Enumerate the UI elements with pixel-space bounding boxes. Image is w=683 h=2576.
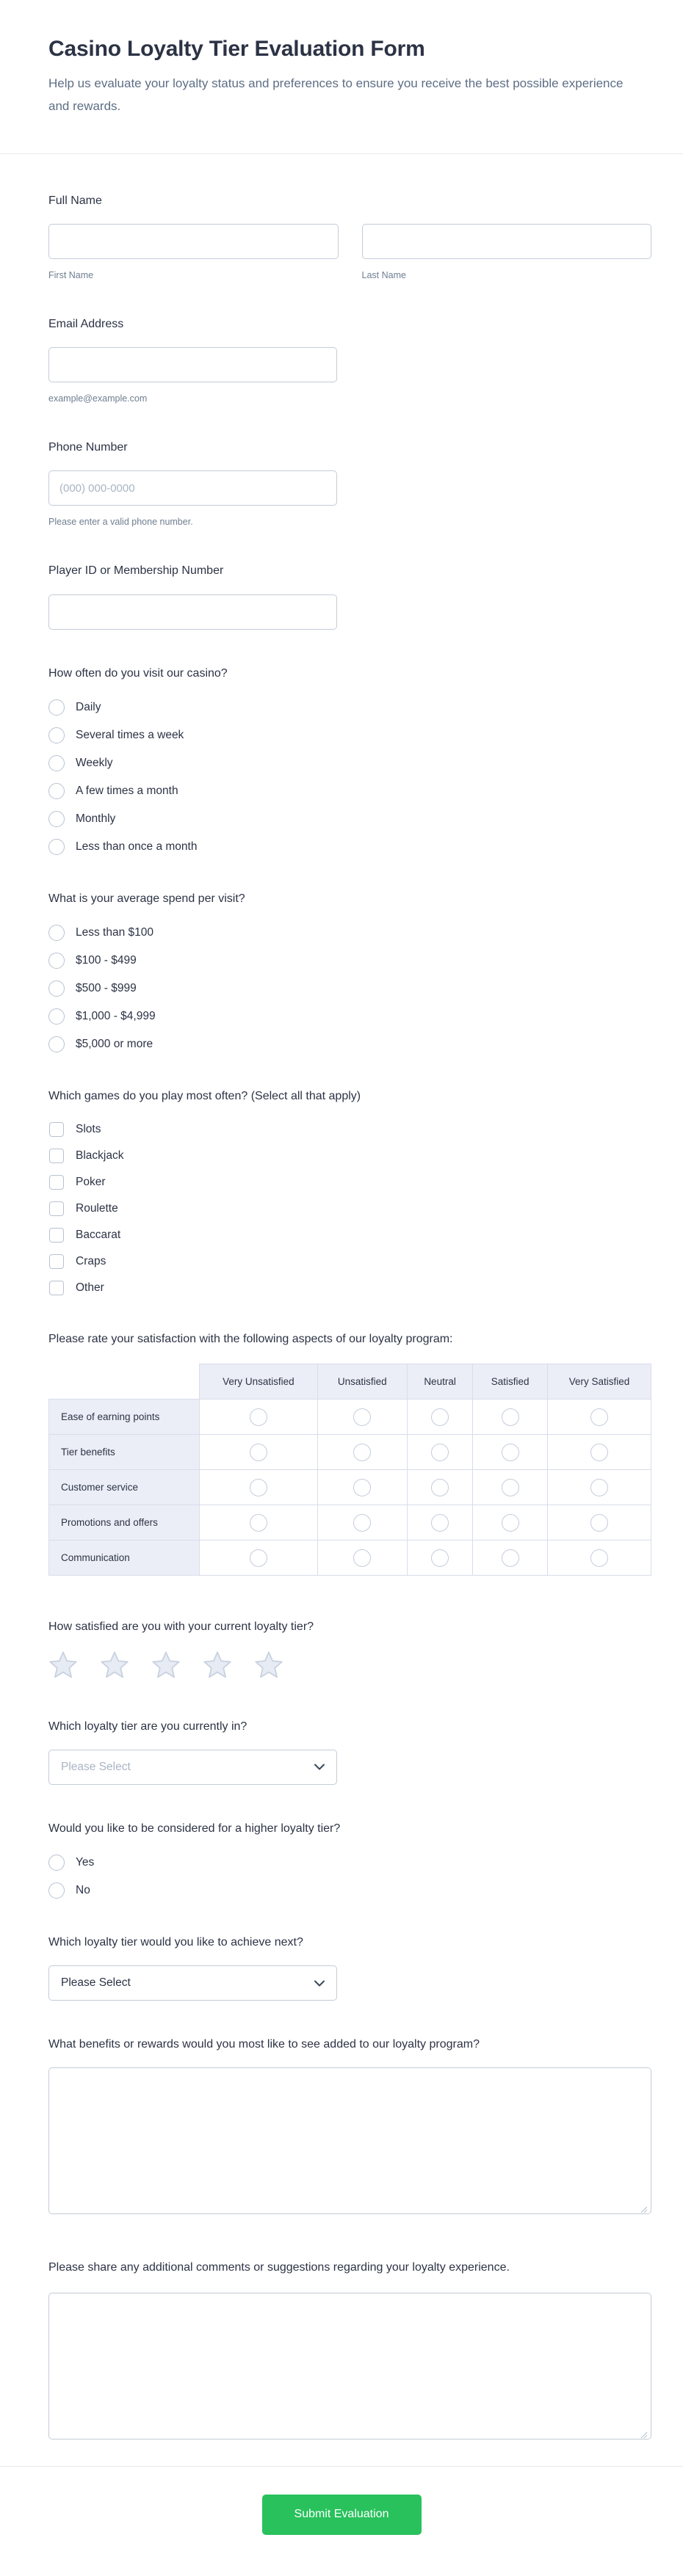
checkbox-icon[interactable] bbox=[49, 1122, 64, 1137]
radio-option[interactable] bbox=[48, 980, 651, 997]
matrix-radio-icon[interactable] bbox=[250, 1479, 267, 1496]
benefits-label: What benefits or rewards would you most like to see added to our loyalty program? bbox=[48, 2038, 480, 2051]
full-name-field bbox=[48, 192, 651, 280]
current-tier-select[interactable] bbox=[48, 1750, 337, 1785]
matrix-cell[interactable] bbox=[407, 1435, 472, 1470]
matrix-radio-icon[interactable] bbox=[590, 1514, 608, 1532]
name-inputs-row bbox=[48, 224, 651, 280]
matrix-radio-icon[interactable] bbox=[502, 1408, 519, 1426]
matrix-cell[interactable] bbox=[317, 1470, 407, 1505]
phone-input[interactable] bbox=[48, 470, 337, 506]
checkbox-option[interactable] bbox=[48, 1254, 651, 1269]
matrix-cell[interactable] bbox=[473, 1540, 548, 1576]
matrix-radio-icon[interactable] bbox=[502, 1444, 519, 1461]
radio-icon[interactable] bbox=[48, 1855, 65, 1871]
star-icon[interactable] bbox=[151, 1651, 181, 1678]
matrix-column-header: Neutral bbox=[407, 1364, 472, 1400]
higher-tier-label: Would you like to be considered for a higher loyalty tier? bbox=[48, 1822, 341, 1835]
submit-row bbox=[0, 2495, 683, 2573]
option-label: Slots bbox=[76, 1123, 101, 1136]
radio-icon[interactable] bbox=[48, 727, 65, 743]
radio-option[interactable] bbox=[48, 925, 651, 941]
matrix-cell[interactable] bbox=[407, 1540, 472, 1576]
option-label: $5,000 or more bbox=[76, 1038, 153, 1050]
benefits-field bbox=[48, 2036, 651, 2218]
option-label: Less than once a month bbox=[76, 840, 198, 853]
form-fields bbox=[0, 154, 683, 2443]
satisfaction-matrix-label: Please rate your satisfaction with the following aspects of our loyalty program: bbox=[48, 1333, 453, 1346]
radio-icon[interactable] bbox=[48, 811, 65, 827]
radio-option[interactable] bbox=[48, 1882, 651, 1899]
current-tier-field bbox=[48, 1718, 651, 1785]
chevron-down-icon bbox=[314, 1980, 325, 1987]
checkbox-option[interactable] bbox=[48, 1175, 651, 1190]
checkbox-option[interactable] bbox=[48, 1228, 651, 1242]
full-name-label: Full Name bbox=[48, 194, 102, 207]
comments-textarea[interactable] bbox=[48, 2293, 651, 2439]
matrix-row-label: Tier benefits bbox=[49, 1435, 200, 1470]
matrix-cell[interactable] bbox=[473, 1400, 548, 1435]
checkbox-option[interactable] bbox=[48, 1122, 651, 1137]
matrix-radio-icon[interactable] bbox=[353, 1408, 371, 1426]
matrix-radio-icon[interactable] bbox=[431, 1408, 449, 1426]
comments-textarea-wrap bbox=[48, 2293, 651, 2443]
matrix-radio-icon[interactable] bbox=[502, 1514, 519, 1532]
matrix-radio-icon[interactable] bbox=[431, 1479, 449, 1496]
higher-tier-options bbox=[48, 1855, 651, 1899]
matrix-row-label: Customer service bbox=[49, 1470, 200, 1505]
matrix-column-header: Very Satisfied bbox=[547, 1364, 651, 1400]
matrix-cell[interactable] bbox=[547, 1505, 651, 1540]
option-label: Several times a week bbox=[76, 728, 184, 741]
option-label: $500 - $999 bbox=[76, 982, 137, 994]
email-sublabel: example@example.com bbox=[48, 393, 148, 404]
page-subtitle: Help us evaluate your loyalty status and preferences to ensure you receive the best possible experience and rewards. bbox=[48, 76, 624, 114]
matrix-cell[interactable] bbox=[317, 1540, 407, 1576]
radio-option[interactable] bbox=[48, 783, 651, 799]
matrix-radio-icon[interactable] bbox=[353, 1514, 371, 1532]
games-field bbox=[48, 1088, 651, 1295]
matrix-row bbox=[49, 1470, 651, 1505]
matrix-cell[interactable] bbox=[407, 1470, 472, 1505]
chevron-down-icon bbox=[314, 1764, 325, 1770]
matrix-radio-icon[interactable] bbox=[431, 1549, 449, 1567]
star-rating bbox=[48, 1651, 651, 1678]
satisfaction-matrix-field bbox=[48, 1331, 651, 1576]
matrix-cell[interactable] bbox=[547, 1540, 651, 1576]
star-icon[interactable] bbox=[100, 1651, 129, 1678]
matrix-radio-icon[interactable] bbox=[250, 1549, 267, 1567]
matrix-cell[interactable] bbox=[473, 1435, 548, 1470]
matrix-cell[interactable] bbox=[200, 1435, 318, 1470]
option-label: Less than $100 bbox=[76, 926, 154, 939]
phone-sublabel: Please enter a valid phone number. bbox=[48, 517, 193, 528]
matrix-radio-icon[interactable] bbox=[250, 1514, 267, 1532]
option-label: No bbox=[76, 1883, 90, 1896]
games-options bbox=[48, 1122, 651, 1295]
radio-icon[interactable] bbox=[48, 755, 65, 771]
matrix-cell[interactable] bbox=[317, 1505, 407, 1540]
email-label: Email Address bbox=[48, 318, 124, 331]
matrix-radio-icon[interactable] bbox=[353, 1444, 371, 1461]
matrix-row bbox=[49, 1400, 651, 1435]
last-name-col bbox=[362, 224, 652, 280]
radio-icon[interactable] bbox=[48, 953, 65, 969]
star-icon[interactable] bbox=[48, 1651, 78, 1678]
radio-option[interactable] bbox=[48, 699, 651, 716]
email-input[interactable] bbox=[48, 347, 337, 382]
benefits-textarea-wrap bbox=[48, 2067, 651, 2218]
first-name-sublabel: First Name bbox=[48, 270, 94, 281]
option-label: $100 - $499 bbox=[76, 954, 137, 967]
matrix-radio-icon[interactable] bbox=[431, 1444, 449, 1461]
matrix-cell[interactable] bbox=[547, 1470, 651, 1505]
resize-handle-icon[interactable] bbox=[640, 2206, 648, 2213]
first-name-input[interactable] bbox=[48, 224, 339, 259]
matrix-cell[interactable] bbox=[473, 1505, 548, 1540]
matrix-cell[interactable] bbox=[317, 1435, 407, 1470]
matrix-cell[interactable] bbox=[317, 1400, 407, 1435]
matrix-radio-icon[interactable] bbox=[353, 1549, 371, 1567]
footer-divider bbox=[0, 2466, 683, 2467]
matrix-row-label: Promotions and offers bbox=[49, 1505, 200, 1540]
comments-field bbox=[48, 2259, 651, 2442]
current-tier-value: Please Select bbox=[61, 1760, 131, 1773]
matrix-cell[interactable] bbox=[200, 1470, 318, 1505]
radio-option[interactable] bbox=[48, 811, 651, 827]
option-label: Blackjack bbox=[76, 1149, 124, 1163]
submit-button[interactable]: Submit Evaluation bbox=[262, 2495, 422, 2535]
matrix-column-header: Unsatisfied bbox=[317, 1364, 407, 1400]
next-tier-value: Please Select bbox=[61, 1976, 131, 1990]
satisfaction-matrix-table bbox=[48, 1364, 651, 1576]
matrix-column-header: Satisfied bbox=[473, 1364, 548, 1400]
option-label: A few times a month bbox=[76, 784, 178, 797]
current-tier-label: Which loyalty tier are you currently in? bbox=[48, 1720, 247, 1733]
last-name-input[interactable] bbox=[362, 224, 652, 259]
matrix-radio-icon[interactable] bbox=[502, 1479, 519, 1496]
average-spend-field bbox=[48, 890, 651, 1052]
checkbox-icon[interactable] bbox=[49, 1281, 64, 1295]
matrix-row-label: Communication bbox=[49, 1540, 200, 1576]
matrix-cell[interactable] bbox=[407, 1505, 472, 1540]
radio-icon[interactable] bbox=[48, 1882, 65, 1899]
matrix-cell[interactable] bbox=[547, 1400, 651, 1435]
games-label: Which games do you play most often? (Select all that apply) bbox=[48, 1090, 361, 1102]
average-spend-options bbox=[48, 925, 651, 1052]
matrix-row bbox=[49, 1435, 651, 1470]
matrix-radio-icon[interactable] bbox=[590, 1479, 608, 1496]
checkbox-option[interactable] bbox=[48, 1281, 651, 1295]
tier-satisfaction-field bbox=[48, 1618, 651, 1678]
benefits-textarea[interactable] bbox=[48, 2067, 651, 2214]
option-label: Daily bbox=[76, 700, 101, 713]
matrix-radio-icon[interactable] bbox=[590, 1444, 608, 1461]
first-name-col bbox=[48, 224, 339, 280]
visit-frequency-options bbox=[48, 699, 651, 855]
radio-icon[interactable] bbox=[48, 699, 65, 716]
option-label: $1,000 - $4,999 bbox=[76, 1010, 156, 1022]
matrix-cell[interactable] bbox=[200, 1540, 318, 1576]
phone-label: Phone Number bbox=[48, 441, 128, 454]
matrix-radio-icon[interactable] bbox=[250, 1408, 267, 1426]
matrix-cell[interactable] bbox=[473, 1470, 548, 1505]
option-label: Roulette bbox=[76, 1202, 118, 1215]
email-field bbox=[48, 316, 651, 404]
matrix-row bbox=[49, 1540, 651, 1576]
resize-handle-icon[interactable] bbox=[640, 2431, 648, 2439]
option-label: Other bbox=[76, 1281, 104, 1295]
star-icon[interactable] bbox=[203, 1651, 232, 1678]
radio-icon[interactable] bbox=[48, 980, 65, 997]
matrix-radio-icon[interactable] bbox=[590, 1408, 608, 1426]
page-title: Casino Loyalty Tier Evaluation Form bbox=[48, 37, 425, 61]
matrix-row bbox=[49, 1505, 651, 1540]
matrix-column-header: Very Unsatisfied bbox=[200, 1364, 318, 1400]
player-id-field bbox=[48, 562, 651, 629]
matrix-radio-icon[interactable] bbox=[353, 1479, 371, 1496]
radio-option[interactable] bbox=[48, 1008, 651, 1025]
radio-option[interactable] bbox=[48, 727, 651, 743]
comments-label: Please share any additional comments or suggestions regarding your loyalty experience. bbox=[48, 2261, 510, 2274]
average-spend-label: What is your average spend per visit? bbox=[48, 892, 245, 905]
matrix-cell[interactable] bbox=[547, 1435, 651, 1470]
matrix-radio-icon[interactable] bbox=[250, 1444, 267, 1461]
last-name-sublabel: Last Name bbox=[361, 270, 406, 281]
next-tier-select[interactable] bbox=[48, 1965, 337, 2001]
visit-frequency-label: How often do you visit our casino? bbox=[48, 666, 228, 680]
checkbox-icon[interactable] bbox=[49, 1254, 64, 1269]
matrix-row-label: Ease of earning points bbox=[49, 1400, 200, 1435]
phone-field bbox=[48, 439, 651, 527]
player-id-input[interactable] bbox=[48, 594, 337, 630]
checkbox-icon[interactable] bbox=[49, 1175, 64, 1190]
radio-icon[interactable] bbox=[48, 1008, 65, 1025]
checkbox-icon[interactable] bbox=[49, 1149, 64, 1163]
star-icon[interactable] bbox=[254, 1651, 283, 1678]
option-label: Yes bbox=[76, 1855, 95, 1869]
radio-icon[interactable] bbox=[48, 783, 65, 799]
matrix-radio-icon[interactable] bbox=[590, 1549, 608, 1567]
radio-icon[interactable] bbox=[48, 839, 65, 855]
option-label: Baccarat bbox=[76, 1229, 121, 1242]
radio-option[interactable] bbox=[48, 1036, 651, 1052]
matrix-cell[interactable] bbox=[407, 1400, 472, 1435]
checkbox-option[interactable] bbox=[48, 1149, 651, 1163]
option-label: Craps bbox=[76, 1255, 106, 1268]
checkbox-option[interactable] bbox=[48, 1201, 651, 1216]
option-label: Monthly bbox=[76, 812, 116, 825]
radio-icon[interactable] bbox=[48, 925, 65, 941]
radio-option[interactable] bbox=[48, 1855, 651, 1871]
next-tier-field bbox=[48, 1934, 651, 2001]
checkbox-icon[interactable] bbox=[49, 1201, 64, 1216]
matrix-radio-icon[interactable] bbox=[502, 1549, 519, 1567]
matrix-radio-icon[interactable] bbox=[431, 1514, 449, 1532]
radio-option[interactable] bbox=[48, 839, 651, 855]
matrix-cell[interactable] bbox=[200, 1505, 318, 1540]
player-id-label: Player ID or Membership Number bbox=[48, 564, 224, 578]
matrix-cell[interactable] bbox=[200, 1400, 318, 1435]
higher-tier-field bbox=[48, 1820, 651, 1899]
option-label: Weekly bbox=[76, 756, 113, 769]
tier-satisfaction-label: How satisfied are you with your current loyalty tier? bbox=[48, 1620, 314, 1634]
form-header bbox=[0, 0, 683, 153]
next-tier-label: Which loyalty tier would you like to achieve next? bbox=[48, 1935, 303, 1949]
option-label: Poker bbox=[76, 1176, 106, 1189]
radio-option[interactable] bbox=[48, 953, 651, 969]
checkbox-icon[interactable] bbox=[49, 1228, 64, 1242]
matrix-corner-cell bbox=[49, 1364, 200, 1400]
radio-icon[interactable] bbox=[48, 1036, 65, 1052]
visit-frequency-field bbox=[48, 665, 651, 855]
radio-option[interactable] bbox=[48, 755, 651, 771]
